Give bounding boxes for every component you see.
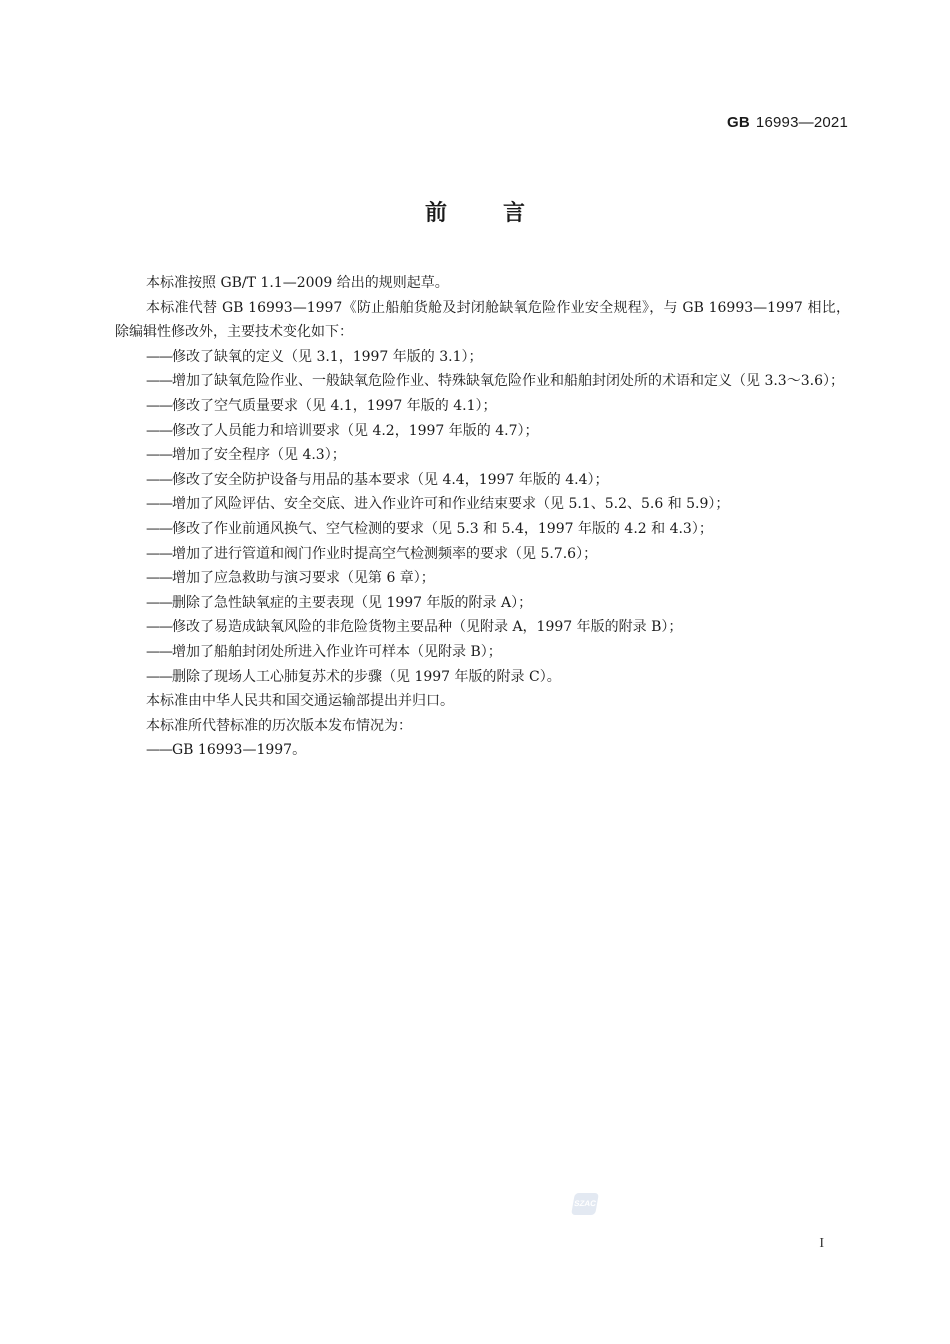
change-item xyxy=(115,615,850,640)
page-number: I xyxy=(819,1236,824,1251)
history-item xyxy=(115,738,850,763)
dash-marker: —— xyxy=(146,643,172,660)
standard-number: 16993—2021 xyxy=(755,114,848,131)
change-item-text: 增加了应急救助与演习要求（见第 6 章）； xyxy=(172,570,435,587)
standard-code xyxy=(727,114,848,131)
change-item xyxy=(115,419,850,444)
change-item xyxy=(115,369,850,394)
change-item-text: 删除了急性缺氧症的主要表现（见 1997 年版的附录 A）； xyxy=(172,594,533,611)
change-item-text: 修改了人员能力和培训要求（见 4.2，1997 年版的 4.7）； xyxy=(172,422,539,439)
change-item-text: 增加了船舶封闭处所进入作业许可样本（见附录 B）； xyxy=(172,643,502,660)
dash-marker: —— xyxy=(146,447,172,464)
dash-marker: —— xyxy=(146,668,172,685)
dash-marker: —— xyxy=(146,619,172,636)
change-item-text: 修改了空气质量要求（见 4.1，1997 年版的 4.1）； xyxy=(172,397,497,414)
change-item xyxy=(115,394,850,419)
foreword-body xyxy=(115,271,850,763)
intro-paragraph-1: 本标准按照 GB/T 1.1—2009 给出的规则起草。 xyxy=(146,275,449,291)
closing-paragraph-1: 本标准由中华人民共和国交通运输部提出并归口。 xyxy=(146,693,454,710)
dash-marker: —— xyxy=(146,545,172,562)
history-item-text: GB 16993—1997。 xyxy=(172,742,307,759)
change-item-text: 修改了作业前通风换气、空气检测的要求（见 5.3 和 5.4，1997 年版的 4.2 和 4.3）； xyxy=(172,520,713,537)
change-item xyxy=(115,566,850,591)
standard-prefix: GB xyxy=(727,114,750,131)
closing-paragraph-2: 本标准所代替标准的历次版本发布情况为： xyxy=(146,717,412,734)
dash-marker: —— xyxy=(146,422,172,439)
change-item xyxy=(115,517,850,542)
watermark-logo: SZAC xyxy=(571,1193,599,1215)
change-item xyxy=(115,468,850,493)
dash-marker: —— xyxy=(146,348,172,365)
change-item-text: 增加了缺氧危险作业、一般缺氧危险作业、特殊缺氧危险作业和船舶封闭处所的术语和定义（见 3.3～3.6）； xyxy=(172,373,844,390)
change-item-text: 增加了安全程序（见 4.3）； xyxy=(172,447,346,464)
change-item xyxy=(115,665,850,690)
page-title: 前言 xyxy=(424,201,581,226)
dash-marker: —— xyxy=(146,496,172,513)
dash-marker: —— xyxy=(146,594,172,611)
change-item-text: 修改了缺氧的定义（见 3.1，1997 年版的 3.1）； xyxy=(172,348,483,365)
dash-marker: —— xyxy=(146,373,172,390)
dash-marker: —— xyxy=(146,570,172,587)
change-item-text: 删除了现场人工心肺复苏术的步骤（见 1997 年版的附录 C）。 xyxy=(172,668,561,685)
change-item-text: 增加了风险评估、安全交底、进入作业许可和作业结束要求（见 5.1、5.2、5.6 和 5.9）； xyxy=(172,496,730,513)
change-item-text: 增加了进行管道和阀门作业时提高空气检测频率的要求（见 5.7.6）； xyxy=(172,545,598,562)
change-item xyxy=(115,345,850,370)
change-item-text: 修改了易造成缺氧风险的非危险货物主要品种（见附录 A，1997 年版的附录 B）； xyxy=(172,619,683,636)
change-item xyxy=(115,492,850,517)
intro-paragraph-2: 本标准代替 GB 16993—1997《防止船舶货舱及封闭舱缺氧危险作业安全规程》，与 GB 16993—1997 相比，除编辑性修改外，主要技术变化如下： xyxy=(115,299,850,341)
change-item xyxy=(115,591,850,616)
dash-marker: —— xyxy=(146,471,172,488)
dash-marker: —— xyxy=(146,742,172,759)
change-item xyxy=(115,542,850,567)
change-item-text: 修改了安全防护设备与用品的基本要求（见 4.4，1997 年版的 4.4）； xyxy=(172,471,609,488)
change-item xyxy=(115,640,850,665)
dash-marker: —— xyxy=(146,520,172,537)
change-item xyxy=(115,443,850,468)
dash-marker: —— xyxy=(146,397,172,414)
